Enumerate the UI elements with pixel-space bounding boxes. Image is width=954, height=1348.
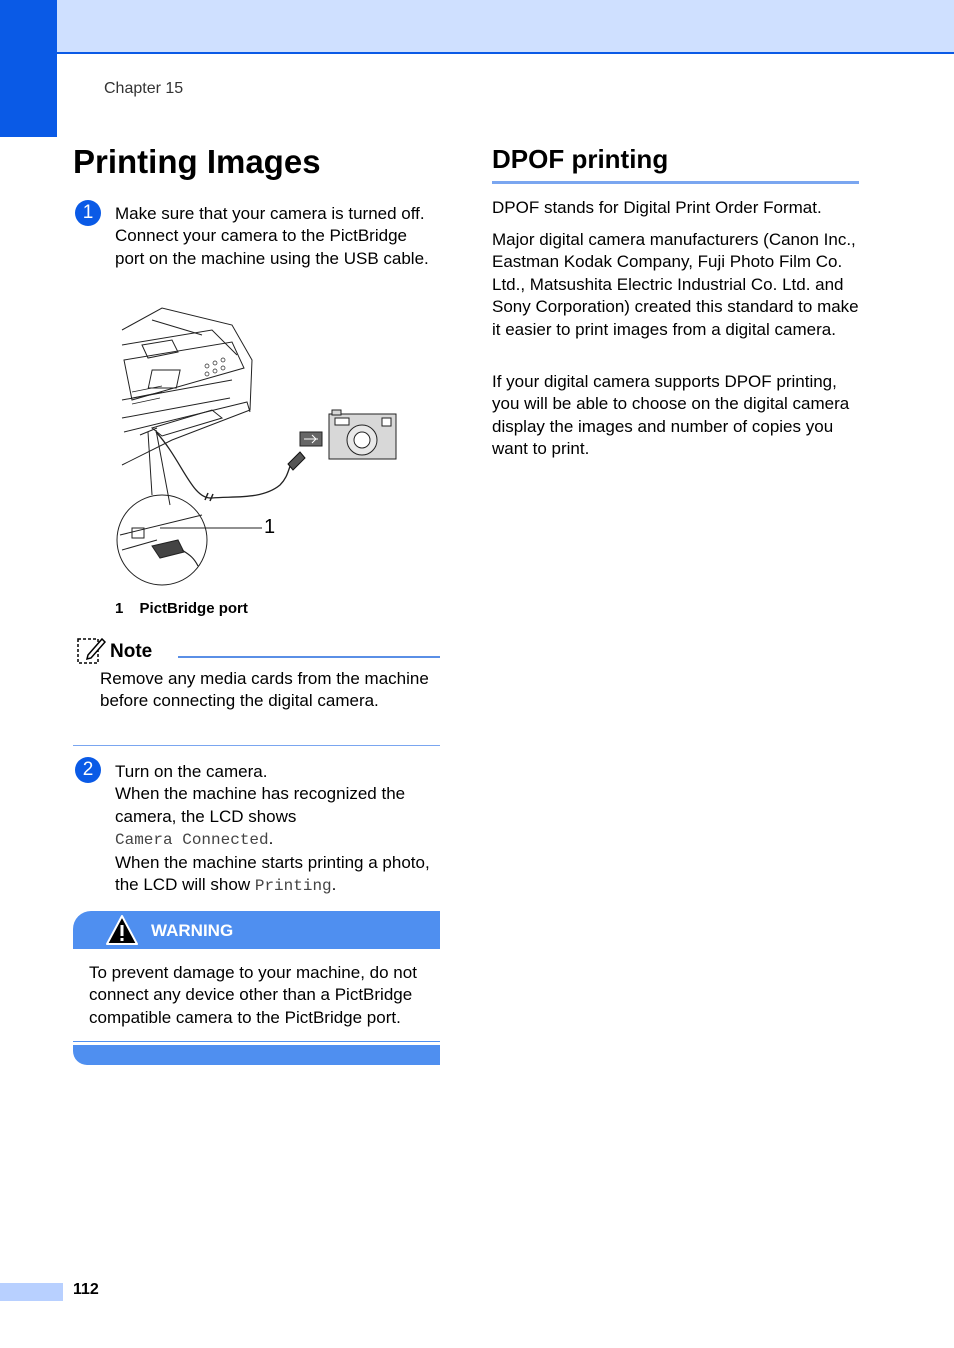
note-rule	[178, 656, 440, 658]
step-2-line-3: When the machine starts printing a photo, the LCD will show	[115, 852, 430, 895]
figure-callout-number: 1	[264, 516, 276, 538]
warning-header	[73, 911, 440, 949]
period: .	[331, 875, 337, 895]
step-2-badge: 2	[75, 757, 101, 783]
step-1-badge: 1	[75, 200, 101, 226]
step-2-text	[115, 761, 440, 897]
page-number: 112	[73, 1281, 99, 1298]
header-band	[0, 0, 954, 54]
page-number-band	[0, 1283, 63, 1301]
period: .	[268, 829, 274, 849]
caption-text: PictBridge port	[139, 600, 248, 617]
note-bottom-rule	[73, 745, 440, 746]
note-label: Note	[110, 641, 153, 662]
page-title: Printing Images	[73, 143, 321, 180]
caption-number: 1	[115, 600, 124, 617]
section-title-dpof: DPOF printing	[492, 144, 859, 184]
dpof-paragraph-2: Major digital camera manufacturers (Canon Inc., Eastman Kodak Company, Fuji Photo Film Co. Ltd., Matsushita Electric Industrial Co. Ltd. and Sony Corporation) created this standard to make it easier to print images from a digital camera.	[492, 230, 859, 339]
step-2-line-2: When the machine has recognized the camera, the LCD shows	[115, 784, 406, 826]
figure-caption	[115, 600, 248, 617]
pictbridge-connection-illustration	[112, 300, 412, 590]
warning-footer-rule	[73, 1041, 440, 1042]
note-icon	[76, 635, 106, 665]
dpof-paragraph-1: DPOF stands for Digital Print Order Format.	[492, 198, 822, 217]
step-2-line-1: Turn on the camera.	[115, 762, 268, 781]
step-1-text: Make sure that your camera is turned off. Connect your camera to the PictBridge port on the machine using the USB cable.	[115, 204, 429, 268]
warning-label: WARNING	[151, 921, 234, 940]
warning-icon	[105, 914, 139, 946]
dpof-paragraph-3: If your digital camera supports DPOF printing, you will be able to choose on the digital camera display the images and number of copies you want to print.	[492, 372, 850, 459]
lcd-camera-connected: Camera Connected	[115, 831, 269, 850]
note-text: Remove any media cards from the machine before connecting the digital camera.	[100, 669, 429, 711]
chapter-tab	[0, 0, 57, 137]
warning-footer	[73, 1045, 440, 1065]
lcd-printing: Printing	[254, 877, 332, 896]
chapter-label: Chapter 15	[104, 80, 184, 97]
warning-text: To prevent damage to your machine, do not connect any device other than a PictBridge compatible camera to the PictBridge port.	[89, 963, 417, 1027]
